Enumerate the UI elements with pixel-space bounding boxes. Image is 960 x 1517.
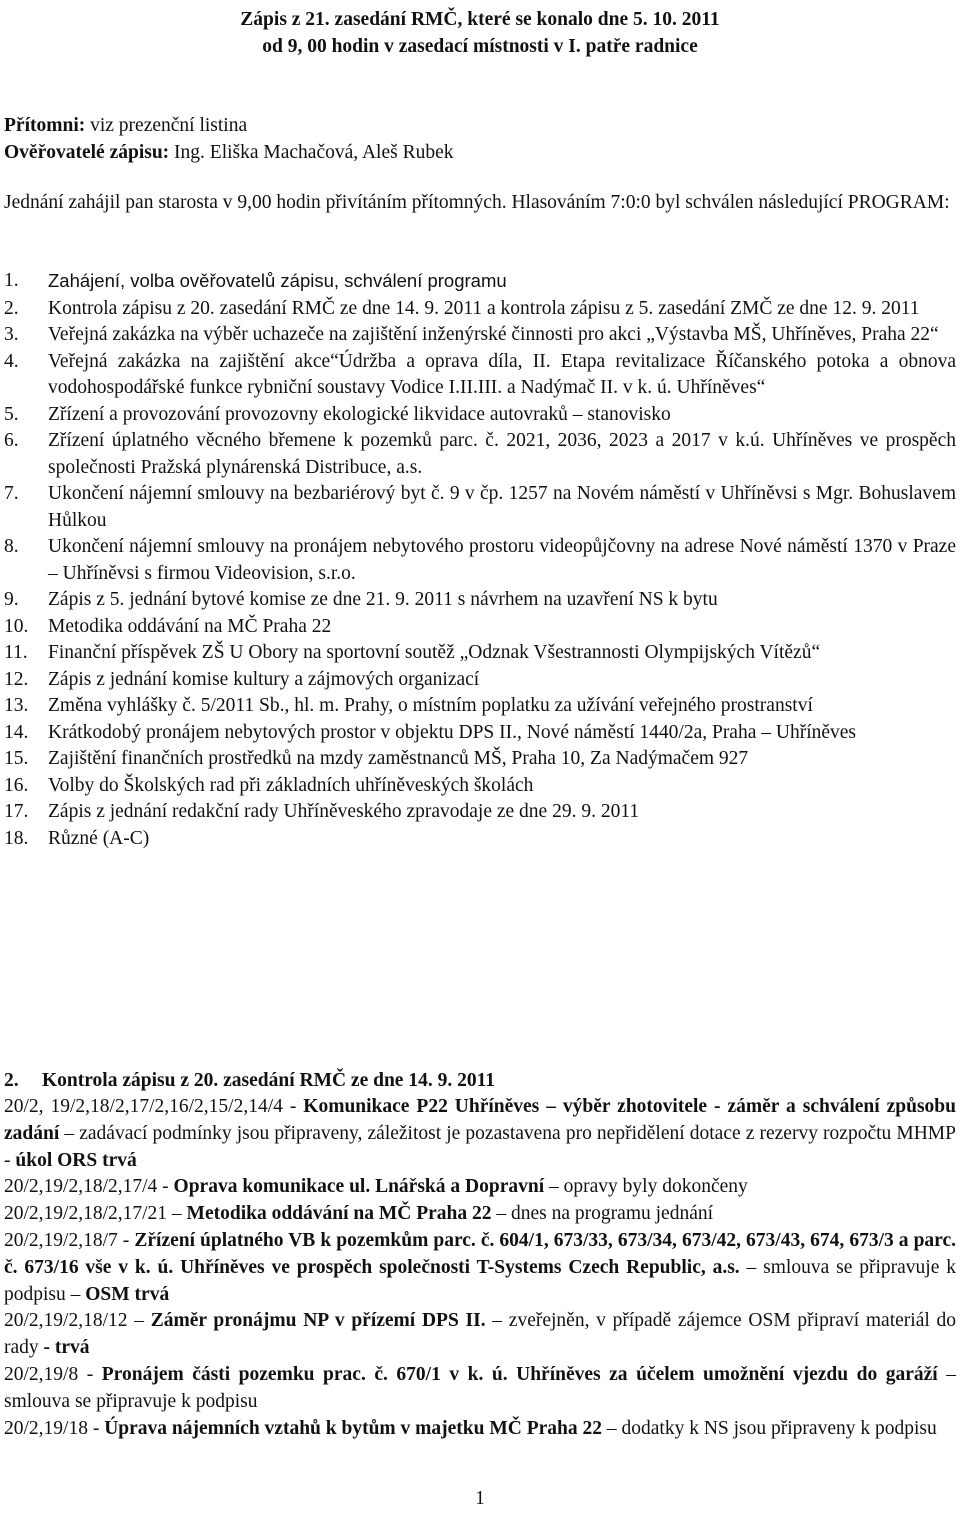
entry-note: – zadávací podmínky jsou připraveny, záležitost je pozastavena pro nepřidělení dotace z rezervy rozpočtu MHMP - xyxy=(4,1122,956,1171)
entry-note: – smlouva se připravuje k podpisu – xyxy=(4,1256,956,1305)
program-item-text: Zápis z jednání komise kultury a zájmových organizací xyxy=(48,668,480,690)
entry-subject: Úprava nájemních vztahů k bytům v majetku MČ Praha 22 xyxy=(104,1417,603,1439)
program-item-text: Zahájení, volba ověřovatelů zápisu, schválení programu xyxy=(48,270,507,291)
entry-note: – dnes na programu jednání xyxy=(491,1203,714,1225)
entry-note: – zveřejněn, v případě zájemce OSM připraví materiál do rady xyxy=(4,1310,956,1359)
program-item-number: 15. xyxy=(4,748,29,769)
entry-reference: 20/2,19/18 - xyxy=(4,1417,105,1439)
program-item-text: Volby do Školských rad při základních uhříněveských školách xyxy=(48,774,534,796)
program-item-text: Krátkodobý pronájem nebytových prostor v objektu DPS II., Nové náměstí 1440/2a, Praha – Uhříněves xyxy=(48,721,857,743)
program-item-text: Zápis z 5. jednání bytové komise ze dne 21. 9. 2011 s návrhem na uzavření NS k bytu xyxy=(48,589,718,610)
program-item-text: Ukončení nájemní smlouvy na bezbariérový byt č. 9 v čp. 1257 na Novém náměstí v Uhříněvsi s Mgr. Bohuslavem Hůlkou xyxy=(48,483,956,531)
program-item-text: Veřejná zakázka na zajištění akce“Údržba a oprava díla, II. Etapa revitalizace Říčanského potoka a obnova vodohospodářské funkce rybniční soustavy Vodice I.II.III. a Nadýmač II. v k. ú. Uhříněves“ xyxy=(48,350,956,398)
entry-reference: 20/2, 19/2,18/2,17/2,16/2,15/2,14/4 - xyxy=(4,1096,304,1117)
entry-subject: Pronájem části pozemku prac. č. 670/1 v k. ú. Uhříněves za účelem umožnění vjezdu do garáží xyxy=(101,1363,938,1385)
program-item-number: 12. xyxy=(4,668,29,690)
program-item-number: 8. xyxy=(4,536,19,557)
program-item-number: 9. xyxy=(4,589,19,610)
program-item-number: 10. xyxy=(4,615,29,637)
program-item xyxy=(4,667,956,694)
entry-reference: 20/2,19/2,18/2,17/21 – xyxy=(4,1203,187,1225)
entry-subject: Komunikace P22 Uhříněves – výběr zhotovitele - záměr a schválení způsobu zadání xyxy=(4,1096,956,1144)
program-item-number: 3. xyxy=(4,324,19,345)
entry-subject: Metodika oddávání na MČ Praha 22 xyxy=(186,1203,492,1225)
program-item-text: Zřízení úplatného věcného břemene k pozemků parc. č. 2021, 2036, 2023 a 2017 v k.ú. Uhříněves ve prospěch společnosti Pražská plynárenská Distribuce, a.s. xyxy=(48,430,956,478)
program-item xyxy=(4,693,956,720)
title-line-2: od 9, 00 hodin v zasedací místnosti v I. patře radnice xyxy=(262,36,698,57)
program-item-text: Různé (A-C) xyxy=(48,827,150,849)
present-label: Přítomni: xyxy=(4,115,86,136)
entry-status: OSM trvá xyxy=(85,1283,170,1305)
program-item-number: 7. xyxy=(4,483,19,504)
program-item xyxy=(4,349,956,402)
entry-note: – opravy byly dokončeny xyxy=(544,1176,748,1198)
entry-reference: 20/2,19/2,18/12 – xyxy=(4,1310,151,1332)
program-item xyxy=(4,402,956,429)
entry-reference: 20/2,19/2,18/7 - xyxy=(4,1229,135,1251)
program-item xyxy=(4,640,956,667)
entry-status: úkol ORS trvá xyxy=(15,1149,137,1171)
control-entry xyxy=(4,1362,956,1416)
present-value: viz prezenční listina xyxy=(85,115,248,136)
program-item xyxy=(4,296,956,323)
entry-subject: Oprava komunikace ul. Lnářská a Dopravní xyxy=(173,1176,545,1198)
program-item-text: Metodika oddávání na MČ Praha 22 xyxy=(48,615,332,637)
attendance-block xyxy=(4,112,453,166)
verifiers-line xyxy=(4,139,453,166)
program-item-text: Zajištění finančních prostředků na mzdy zaměstnanců MŠ, Praha 10, Za Nadýmačem 927 xyxy=(48,748,749,769)
program-item-text: Kontrola zápisu z 20. zasedání RMČ ze dne 14. 9. 2011 a kontrola zápisu z 5. zasedání ZMČ ze dne 12. 9. 2011 xyxy=(48,297,920,319)
program-item-number: 17. xyxy=(4,801,29,822)
program-item-number: 4. xyxy=(4,350,19,372)
page-number: 1 xyxy=(475,1488,485,1509)
program-item-number: 6. xyxy=(4,430,19,451)
program-item-number: 16. xyxy=(4,774,29,796)
verifiers-value: Ing. Eliška Machačová, Aleš Rubek xyxy=(169,142,454,163)
program-list xyxy=(4,268,956,852)
verifiers-label: Ověřovatelé zápisu: xyxy=(4,142,170,163)
section-title: Kontrola zápisu z 20. zasedání RMČ ze dne 14. 9. 2011 xyxy=(42,1070,496,1091)
program-item-number: 1. xyxy=(4,270,19,291)
section-2-entries xyxy=(4,1094,956,1442)
program-item-text: Veřejná zakázka na výběr uchazeče na zajištění inženýrské činnosti pro akci „Výstavba MŠ, Uhříněves, Praha 22“ xyxy=(48,324,939,345)
program-item xyxy=(4,746,956,773)
entry-note: – dodatky k NS jsou připraveny k podpisu xyxy=(602,1417,937,1439)
program-item xyxy=(4,481,956,534)
control-entry xyxy=(4,1201,956,1228)
title-line-1: Zápis z 21. zasedání RMČ, které se konalo dne 5. 10. 2011 xyxy=(240,9,720,30)
section-2-heading xyxy=(4,1068,956,1094)
program-item xyxy=(4,587,956,614)
control-entry xyxy=(4,1416,956,1443)
program-item xyxy=(4,799,956,826)
control-entry xyxy=(4,1174,956,1201)
program-item-number: 14. xyxy=(4,721,29,743)
document-title xyxy=(0,6,960,60)
program-item-text: Finanční příspěvek ZŠ U Obory na sportovní soutěž „Odznak Všestrannosti Olympijských Vítězů“ xyxy=(48,642,821,663)
entry-reference: 20/2,19/2,18/2,17/4 - xyxy=(4,1176,174,1198)
entry-note: – smlouva se připravuje k podpisu xyxy=(4,1363,956,1412)
entry-subject: Záměr pronájmu NP v přízemí DPS II. xyxy=(150,1310,486,1332)
program-item-number: 2. xyxy=(4,297,19,319)
program-item-number: 13. xyxy=(4,695,29,716)
program-item-text: Zřízení a provozování provozovny ekologické likvidace autovraků – stanovisko xyxy=(48,403,671,425)
program-item xyxy=(4,322,956,349)
program-item-number: 18. xyxy=(4,827,29,849)
control-entry xyxy=(4,1228,956,1308)
program-item xyxy=(4,534,956,587)
entry-reference: 20/2,19/8 - xyxy=(4,1363,102,1385)
program-item xyxy=(4,614,956,641)
program-item xyxy=(4,773,956,800)
control-entry xyxy=(4,1308,956,1362)
section-number: 2. xyxy=(4,1070,19,1091)
program-item-text: Ukončení nájemní smlouvy na pronájem nebytového prostoru videopůjčovny na adrese Nové náměstí 1370 v Praze – Uhříněvsi s firmou Videovision, s.r.o. xyxy=(48,536,956,584)
program-item-number: 5. xyxy=(4,403,19,425)
program-item xyxy=(4,268,956,296)
program-item-number: 11. xyxy=(4,642,28,663)
program-item xyxy=(4,826,956,853)
intro-paragraph: Jednání zahájil pan starosta v 9,00 hodin přivítáním přítomných. Hlasováním 7:0:0 byl schválen následující PROGRAM: xyxy=(4,192,950,213)
entry-subject: Zřízení úplatného VB k pozemkům parc. č. 604/1, 673/33, 673/34, 673/42, 673/43, 674, 673/3 a parc. č. 673/16 vše v k. ú. Uhříněves ve prospěch společnosti T-Systems Czech Republic, a.s. xyxy=(4,1229,957,1278)
program-item-text: Zápis z jednání redakční rady Uhříněveského zpravodaje ze dne 29. 9. 2011 xyxy=(48,801,640,822)
program-item xyxy=(4,720,956,747)
entry-status: - trvá xyxy=(43,1337,90,1359)
program-item-text: Změna vyhlášky č. 5/2011 Sb., hl. m. Prahy, o místním poplatku za užívání veřejného prostranství xyxy=(48,695,813,716)
program-item xyxy=(4,428,956,481)
present-line xyxy=(4,112,453,139)
control-entry xyxy=(4,1094,956,1174)
